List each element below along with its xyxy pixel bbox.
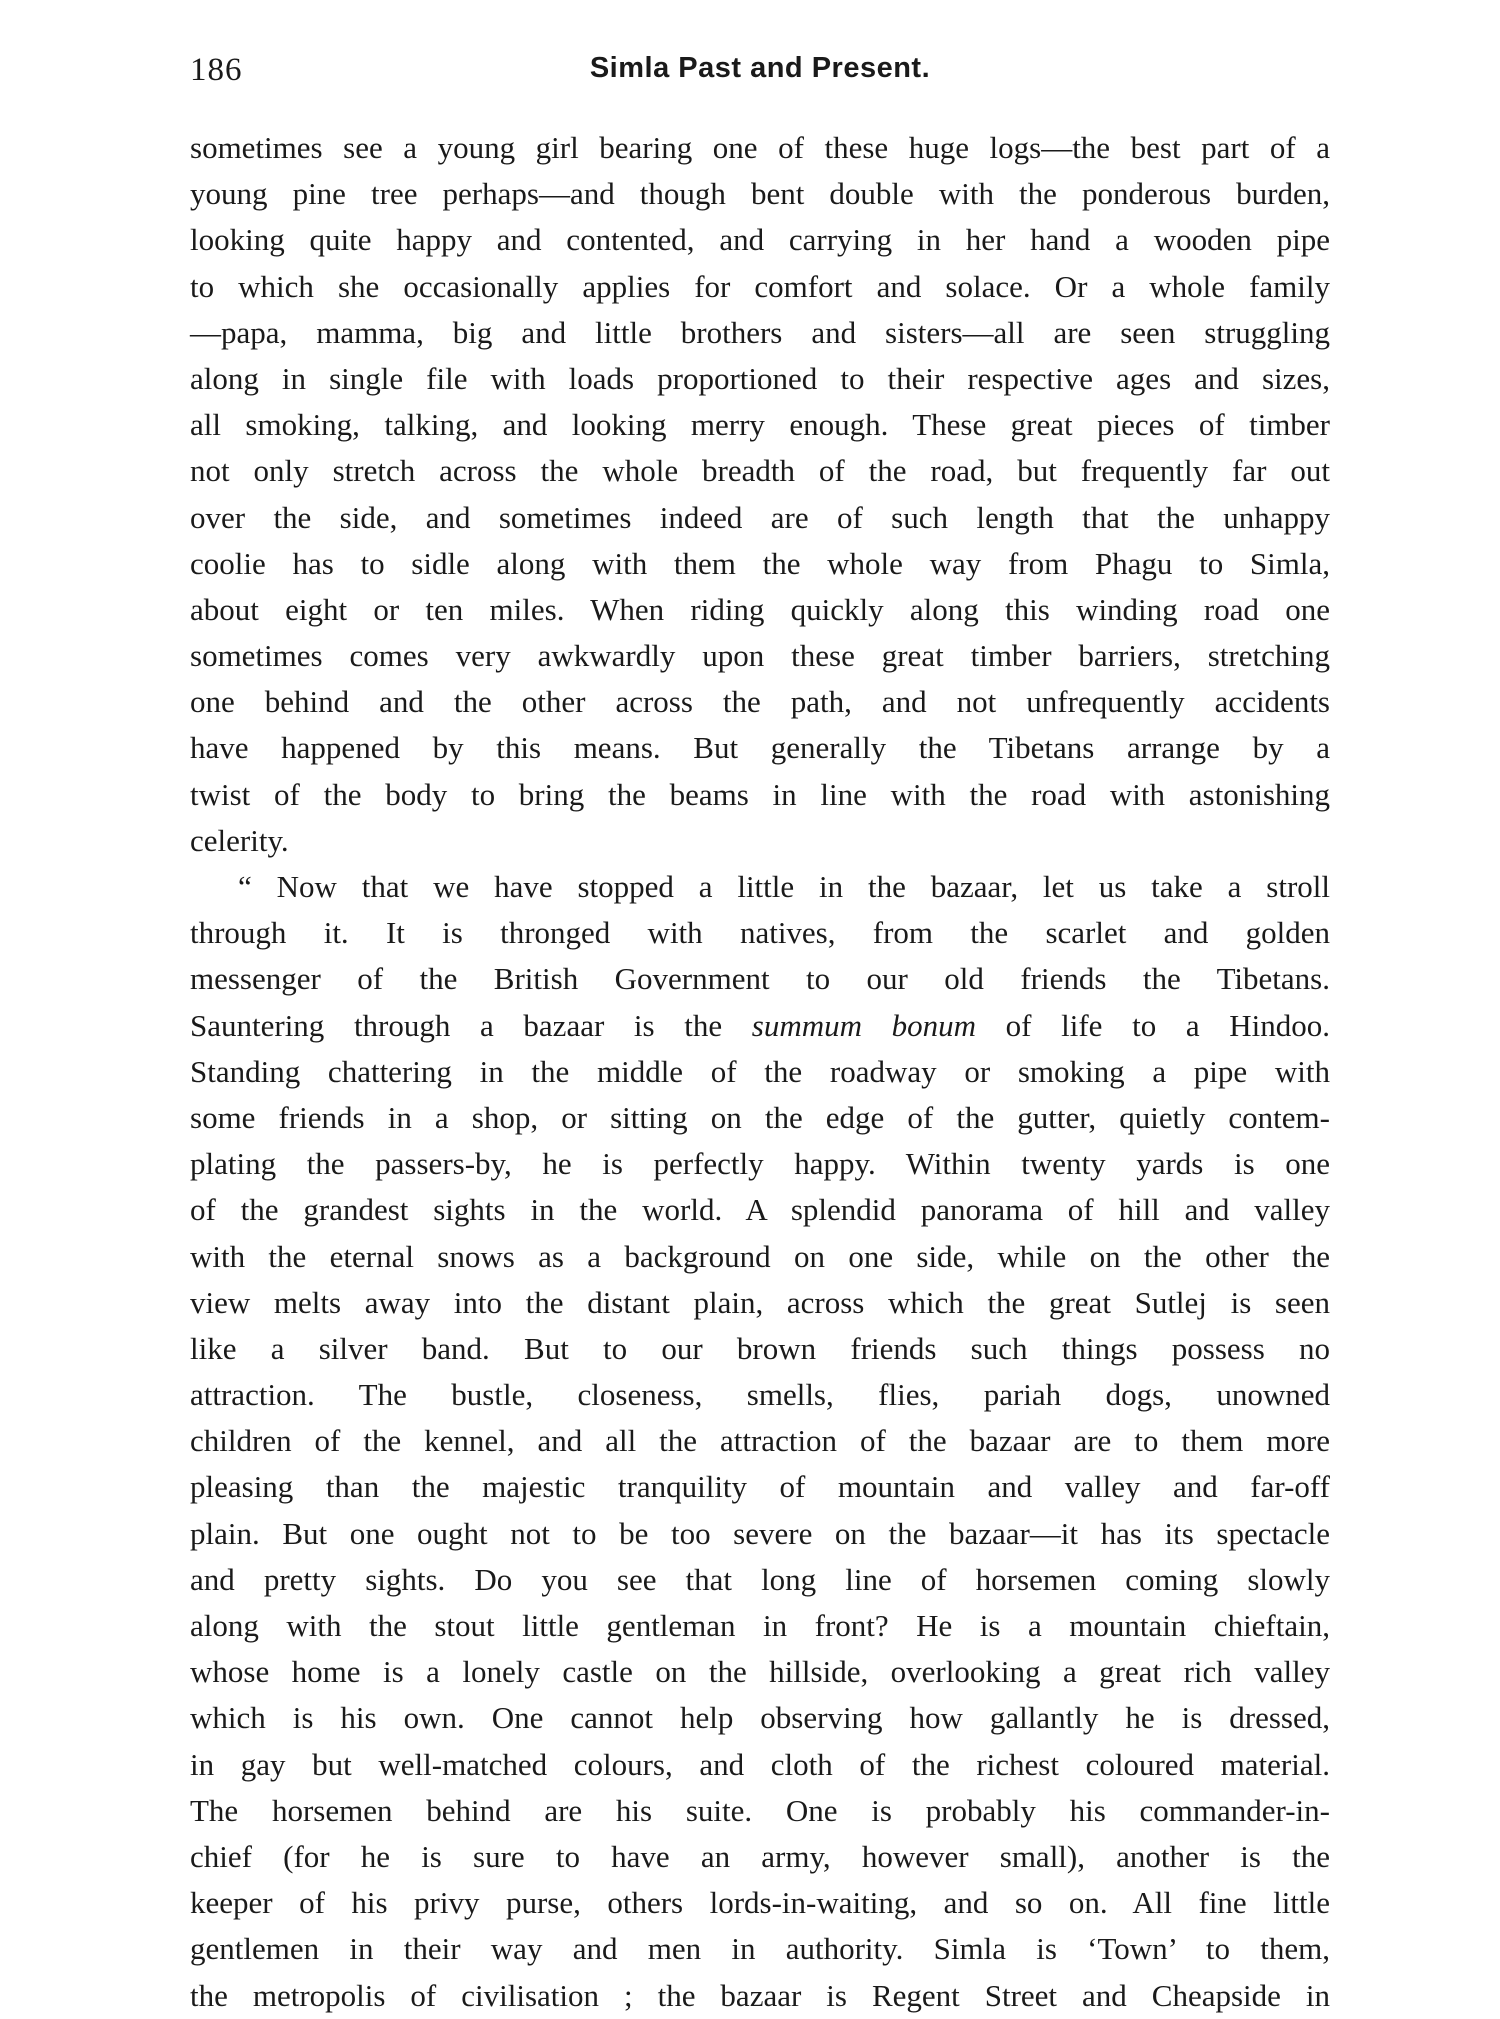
text-line: pleasing than the majestic tranquility of mountain and valley and far-off <box>190 1469 1330 1505</box>
text-line: The horsemen behind are his suite. One is probably his commander-in- <box>190 1792 1330 1828</box>
text-line: gentlemen in their way and men in authority. Simla is ‘Town’ to them, <box>190 1931 1330 1967</box>
text-line: along in single file with loads proportioned to their respective ages and sizes, <box>190 360 1330 396</box>
text-line: children of the kennel, and all the attraction of the bazaar are to them more <box>190 1423 1330 1459</box>
page-number: 186 <box>190 52 243 88</box>
text-line: twist of the body to bring the beams in line with the road with astonishing <box>190 776 1330 812</box>
text-line: coolie has to sidle along with them the whole way from Phagu to Simla, <box>190 545 1330 581</box>
text-line: sometimes comes very awkwardly upon these great timber barriers, stretching <box>190 638 1330 674</box>
text-line: whose home is a lonely castle on the hillside, overlooking a great rich valley <box>190 1654 1330 1690</box>
text-line: —papa, mamma, big and little brothers and sisters—all are seen struggling <box>190 314 1330 350</box>
text-line: and pretty sights. Do you see that long line of horsemen coming slowly <box>190 1561 1330 1597</box>
text-line: view melts away into the distant plain, across which the great Sutlej is seen <box>190 1284 1330 1320</box>
text-line: messenger of the British Government to our old friends the Tibetans. <box>190 961 1330 997</box>
running-title: Simla Past and Present. <box>589 52 931 84</box>
text-line: along with the stout little gentleman in front? He is a mountain chieftain, <box>190 1608 1330 1643</box>
text-fragment: Sauntering through a bazaar is the <box>190 1007 723 1043</box>
text-line: plating the passers-by, he is perfectly happy. Within twenty yards is one <box>190 1146 1330 1182</box>
text-line: Standing chattering in the middle of the roadway or smoking a pipe with <box>190 1053 1330 1089</box>
running-head <box>190 52 1330 96</box>
text-line-with-italic <box>190 1003 1330 1049</box>
text-line: chief (for he is sure to have an army, however small), another is the <box>190 1838 1330 1874</box>
text-line: about eight or ten miles. When riding quickly along this winding road one <box>190 591 1330 627</box>
text-line: some friends in a shop, or sitting on the edge of the gutter, quietly contem- <box>190 1099 1330 1135</box>
text-line: in gay but well-matched colours, and cloth of the richest coloured material. <box>190 1746 1330 1782</box>
text-fragment: of life to a Hindoo. <box>976 1007 1330 1043</box>
text-line: of the grandest sights in the world. A splendid panorama of hill and valley <box>190 1192 1330 1228</box>
text-line: over the side, and sometimes indeed are of such length that the unhappy <box>190 499 1330 535</box>
text-line: young pine tree perhaps—and though bent double with the ponderous burden, <box>190 176 1330 212</box>
text-line: through it. It is thronged with natives, from the scarlet and golden <box>190 915 1330 951</box>
text-line: like a silver band. But to our brown friends such things possess no <box>190 1330 1330 1366</box>
text-line: to which she occasionally applies for comfort and solace. Or a whole family <box>190 268 1330 304</box>
paragraph-start-line: “ Now that we have stopped a little in the bazaar, let us take a stroll <box>238 869 1330 904</box>
text-line: one behind and the other across the path, and not unfrequently accidents <box>190 684 1330 720</box>
text-line: the metropolis of civilisation ; the bazaar is Regent Street and Cheapside in <box>190 1977 1330 2013</box>
text-line: not only stretch across the whole breadth of the road, but frequently far out <box>190 453 1330 489</box>
text-line: looking quite happy and contented, and carrying in her hand a wooden pipe <box>190 222 1330 258</box>
italic-phrase: summum bonum <box>751 1007 977 1043</box>
text-line: plain. But one ought not to be too severe on the bazaar—it has its spectacle <box>190 1515 1330 1551</box>
text-line: with the eternal snows as a background on one side, while on the other the <box>190 1238 1330 1274</box>
text-line: have happened by this means. But generally the Tibetans arrange by a <box>190 730 1330 766</box>
body-text <box>190 125 1330 2019</box>
text-line: attraction. The bustle, closeness, smells, flies, pariah dogs, unowned <box>190 1377 1330 1413</box>
text-line: keeper of his privy purse, others lords-in-waiting, and so on. All fine little <box>190 1885 1330 1921</box>
text-line: sometimes see a young girl bearing one of these huge logs—the best part of a <box>190 130 1330 165</box>
text-line: all smoking, talking, and looking merry enough. These great pieces of timber <box>190 407 1330 443</box>
paragraph-end-line: celerity. <box>190 822 289 858</box>
text-line: which is his own. One cannot help observing how gallantly he is dressed, <box>190 1700 1330 1736</box>
